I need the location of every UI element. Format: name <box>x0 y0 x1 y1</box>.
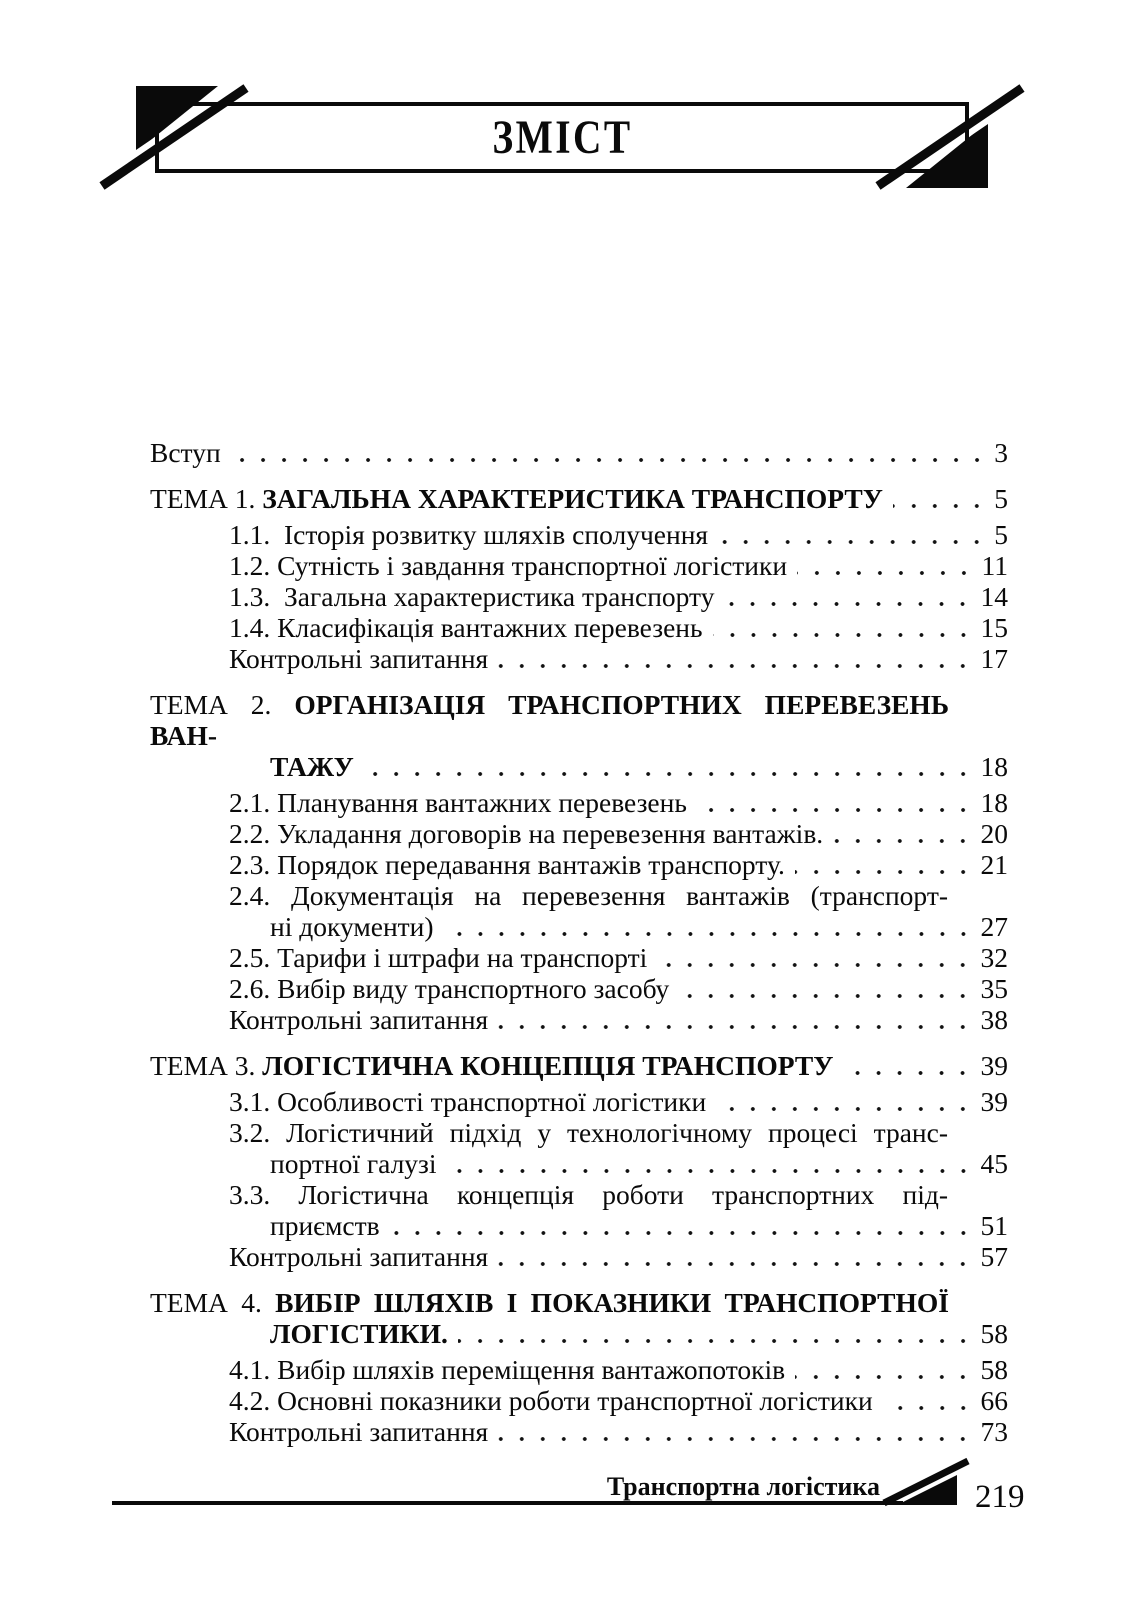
dot-leader <box>364 772 974 776</box>
toc-page-number: 39 <box>980 1086 1008 1117</box>
toc-entry-text: Контрольні запитання <box>229 1004 489 1035</box>
toc-entry-text: приємств <box>270 1210 380 1241</box>
toc-page-number: 15 <box>980 612 1008 643</box>
toc-entry-text: портної галузі <box>270 1148 437 1179</box>
dot-leader <box>795 870 974 874</box>
toc-entry-line <box>229 1241 1008 1272</box>
toc-entry-text: 1.1. Історія розвитку шляхів сполучення <box>229 519 709 550</box>
dot-leader <box>498 1437 973 1441</box>
toc-section <box>150 437 1008 468</box>
toc-page-number: 21 <box>980 849 1008 880</box>
toc-entry-line <box>229 973 1008 1004</box>
toc-heading-text: ВИБІР ШЛЯХІВ І ПОКАЗНИКИ ТРАНСПОРТНОЇ <box>275 1287 949 1318</box>
toc-entry-text: ТЕМА 2. <box>150 689 295 720</box>
dot-leader <box>843 1071 973 1075</box>
toc-entry-line <box>229 1086 1008 1117</box>
toc-items <box>150 437 1008 468</box>
toc-page-number: 17 <box>980 643 1008 674</box>
toc-entry-text: 2.3. Порядок передавання вантажів транспорту. <box>229 849 785 880</box>
toc-entry-text: 3.3. Логістична концепція роботи транспортних під- <box>229 1179 948 1210</box>
toc-entry-text: 4.1. Вибір шляхів переміщення вантажопотоків <box>229 1354 786 1385</box>
dot-leader <box>444 932 974 936</box>
toc-entry-line <box>229 643 1008 674</box>
toc-entry-text: 2.1. Планування вантажних перевезень <box>229 787 687 818</box>
dot-leader <box>883 1406 974 1410</box>
toc-page-number: 51 <box>980 1210 1008 1241</box>
toc-page-number: 45 <box>980 1148 1008 1179</box>
toc-heading-text: ЛОГІСТИКИ. <box>270 1318 448 1349</box>
toc-items <box>150 1086 1008 1272</box>
toc-section-heading-line <box>150 1050 1008 1081</box>
footer-slash-icon <box>884 1461 968 1503</box>
toc-section <box>150 689 1008 1035</box>
toc-entry-text: 2.6. Вибір виду транспортного засобу <box>229 973 670 1004</box>
toc-page-number: 18 <box>980 787 1008 818</box>
dot-leader <box>795 1375 973 1379</box>
toc-section-heading-line <box>150 1287 949 1318</box>
toc-heading-text: ЛОГІСТИЧНА КОНЦЕПЦІЯ ТРАНСПОРТУ <box>262 1050 834 1081</box>
toc-entry-line <box>229 1385 1008 1416</box>
dot-leader <box>718 540 987 544</box>
table-of-contents <box>150 437 1008 1447</box>
header-title-box <box>155 102 969 173</box>
toc-items <box>150 1354 1008 1447</box>
toc-heading-text: ОРГАНІЗАЦІЯ ТРАНСПОРТНИХ ПЕРЕВЕЗЕНЬ ВАН- <box>150 689 949 751</box>
dot-leader <box>697 808 974 812</box>
toc-entry-line <box>229 519 1008 550</box>
dot-leader <box>498 664 973 668</box>
toc-entry-text: ТЕМА 3. <box>150 1050 263 1081</box>
toc-entry-line <box>270 911 1008 942</box>
toc-entry-text: 2.5. Тарифи і штрафи на транспорті <box>229 942 648 973</box>
dot-leader <box>797 571 974 575</box>
toc-entry-text: 1.2. Сутність і завдання транспортної логістики <box>229 550 788 581</box>
toc-entry-text: Контрольні запитання <box>229 1241 489 1272</box>
dot-leader <box>893 504 987 508</box>
toc-entry-line <box>229 849 1008 880</box>
toc-items <box>150 787 1008 1035</box>
toc-entry-text: 1.4. Класифікація вантажних перевезень <box>229 612 703 643</box>
toc-section <box>150 1287 1008 1447</box>
dot-leader <box>716 1107 973 1111</box>
toc-page-number: 35 <box>980 973 1008 1004</box>
toc-page-number: 3 <box>994 437 1008 468</box>
toc-entry-text: Вступ <box>150 437 221 468</box>
toc-page-number: 73 <box>980 1416 1008 1447</box>
toc-section-heading-line <box>270 751 1008 782</box>
toc-entry-text: 2.4. Документація на перевезення вантажів (транспорт- <box>229 880 948 911</box>
toc-page-number: 32 <box>980 942 1008 973</box>
toc-entry-text: Контрольні запитання <box>229 1416 489 1447</box>
toc-page-number: 5 <box>994 519 1008 550</box>
toc-entry-line <box>229 1179 948 1210</box>
toc-entry-text: 4.2. Основні показники роботи транспортної логістики <box>229 1385 873 1416</box>
toc-section-heading-line <box>150 483 1008 514</box>
dot-leader <box>657 963 973 967</box>
toc-items <box>150 519 1008 674</box>
toc-page-number: 66 <box>980 1385 1008 1416</box>
toc-entry-line <box>270 1210 1008 1241</box>
dot-leader <box>724 602 973 606</box>
toc-section <box>150 1050 1008 1272</box>
toc-entry-text: ні документи) <box>270 911 434 942</box>
toc-entry-text: 3.2. Логістичний підхід у технологічному процесі транс- <box>229 1117 948 1148</box>
dot-leader <box>231 458 988 462</box>
toc-page-number: 20 <box>980 818 1008 849</box>
footer-book-title: Транспортна логістика <box>606 1472 880 1501</box>
toc-page-number: 18 <box>980 751 1008 782</box>
toc-entry-line <box>150 437 1008 468</box>
toc-entry-line <box>229 880 948 911</box>
dot-leader <box>498 1025 973 1029</box>
dot-leader <box>833 839 973 843</box>
dot-leader <box>458 1339 974 1343</box>
dot-leader <box>713 633 974 637</box>
toc-entry-line <box>229 612 1008 643</box>
toc-section-heading-line <box>270 1318 1008 1349</box>
toc-entry-line <box>229 581 1008 612</box>
toc-entry-text: ТЕМА 4. <box>150 1287 276 1318</box>
toc-entry-line <box>229 1117 948 1148</box>
toc-page-number: 57 <box>980 1241 1008 1272</box>
page-title: ЗМІСТ <box>491 111 633 164</box>
toc-section-heading-line <box>150 689 949 751</box>
toc-entry-text: 2.2. Укладання договорів на перевезення вантажів. <box>229 818 824 849</box>
toc-entry-line <box>229 787 1008 818</box>
toc-page-number: 38 <box>980 1004 1008 1035</box>
toc-entry-line <box>229 818 1008 849</box>
toc-entry-line <box>229 1004 1008 1035</box>
toc-heading-text: ЗАГАЛЬНА ХАРАКТЕРИСТИКА ТРАНСПОРТУ <box>262 483 883 514</box>
toc-page-number: 27 <box>980 911 1008 942</box>
toc-entry-text: ТЕМА 1. <box>150 483 263 514</box>
toc-entry-text: Контрольні запитання <box>229 643 489 674</box>
toc-page-number: 11 <box>981 550 1008 581</box>
toc-entry-text: 3.1. Особливості транспортної логістики <box>229 1086 707 1117</box>
toc-entry-line <box>229 1416 1008 1447</box>
toc-page-number: 5 <box>994 483 1008 514</box>
dot-leader <box>390 1231 974 1235</box>
toc-page-number: 58 <box>980 1318 1008 1349</box>
dot-leader <box>447 1169 974 1173</box>
dot-leader <box>679 994 973 998</box>
toc-section <box>150 483 1008 674</box>
toc-entry-line <box>270 1148 1008 1179</box>
footer-triangle-icon <box>897 1475 957 1505</box>
toc-page-number: 58 <box>980 1354 1008 1385</box>
toc-page-number: 14 <box>980 581 1008 612</box>
toc-entry-line <box>229 550 1008 581</box>
dot-leader <box>498 1262 973 1266</box>
toc-heading-text: ТАЖУ <box>270 751 354 782</box>
toc-entry-line <box>229 942 1008 973</box>
toc-entry-text: 1.3. Загальна характеристика транспорту <box>229 581 715 612</box>
footer-page-number: 219 <box>975 1479 1025 1515</box>
toc-page-number: 39 <box>980 1050 1008 1081</box>
toc-entry-line <box>229 1354 1008 1385</box>
